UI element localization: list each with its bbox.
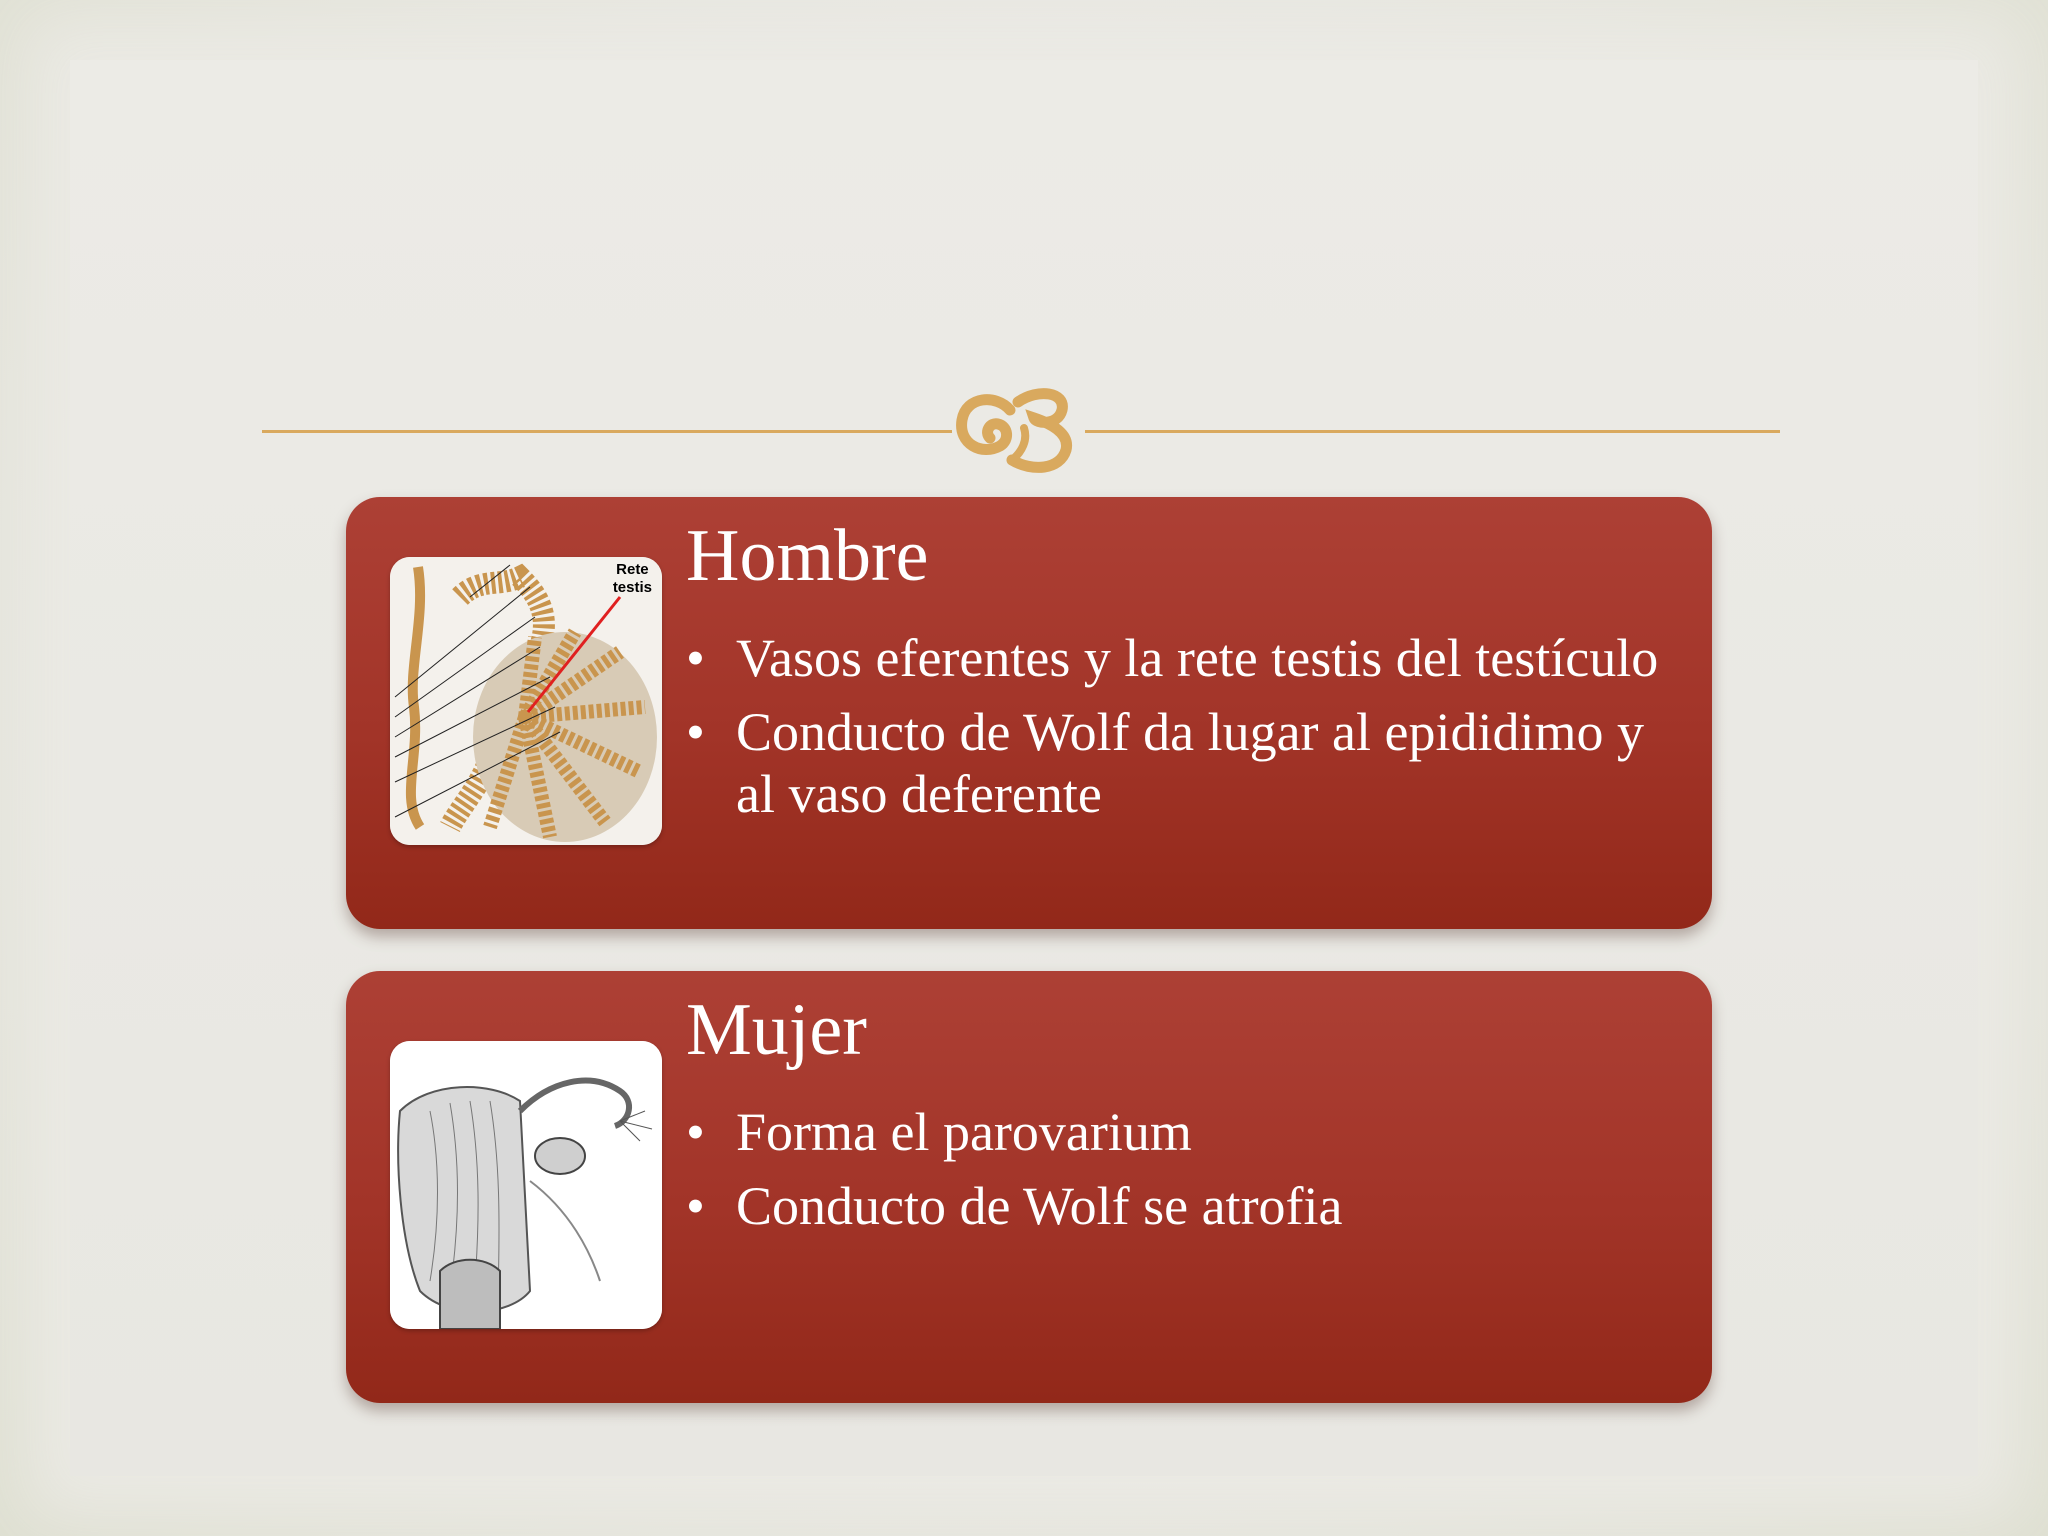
bullet-glyph: •: [686, 1102, 705, 1162]
bullet-list: [686, 1101, 1686, 1249]
card-hombre: [346, 497, 1712, 929]
list-item-text: Forma el parovarium: [736, 1102, 1192, 1162]
uterus-ovary-anatomy-illustration: [390, 1041, 662, 1329]
bullet-glyph: •: [686, 1176, 705, 1236]
list-item: [686, 1175, 1686, 1237]
testis-drawing: [390, 557, 662, 845]
bullet-glyph: •: [686, 702, 705, 762]
card-heading: Hombre: [686, 515, 929, 597]
fleuron-ornament-icon: [948, 380, 1098, 475]
rete-testis-label: Rete testis: [612, 561, 652, 596]
bullet-list: [686, 627, 1686, 837]
divider-line-right: [1085, 430, 1780, 433]
list-item: [686, 1101, 1686, 1163]
list-item-text: Conducto de Wolf se atrofia: [736, 1176, 1343, 1236]
testis-anatomy-illustration: [390, 557, 662, 845]
list-item: [686, 627, 1686, 689]
uterus-drawing: [390, 1041, 662, 1329]
bullet-glyph: •: [686, 628, 705, 688]
list-item: [686, 701, 1686, 825]
divider-line-left: [262, 430, 952, 433]
card-mujer: [346, 971, 1712, 1403]
card-heading: Mujer: [686, 989, 867, 1071]
list-item-text: Vasos eferentes y la rete testis del testículo: [736, 628, 1659, 688]
list-item-text: Conducto de Wolf da lugar al epididimo y al vaso deferente: [736, 702, 1644, 824]
